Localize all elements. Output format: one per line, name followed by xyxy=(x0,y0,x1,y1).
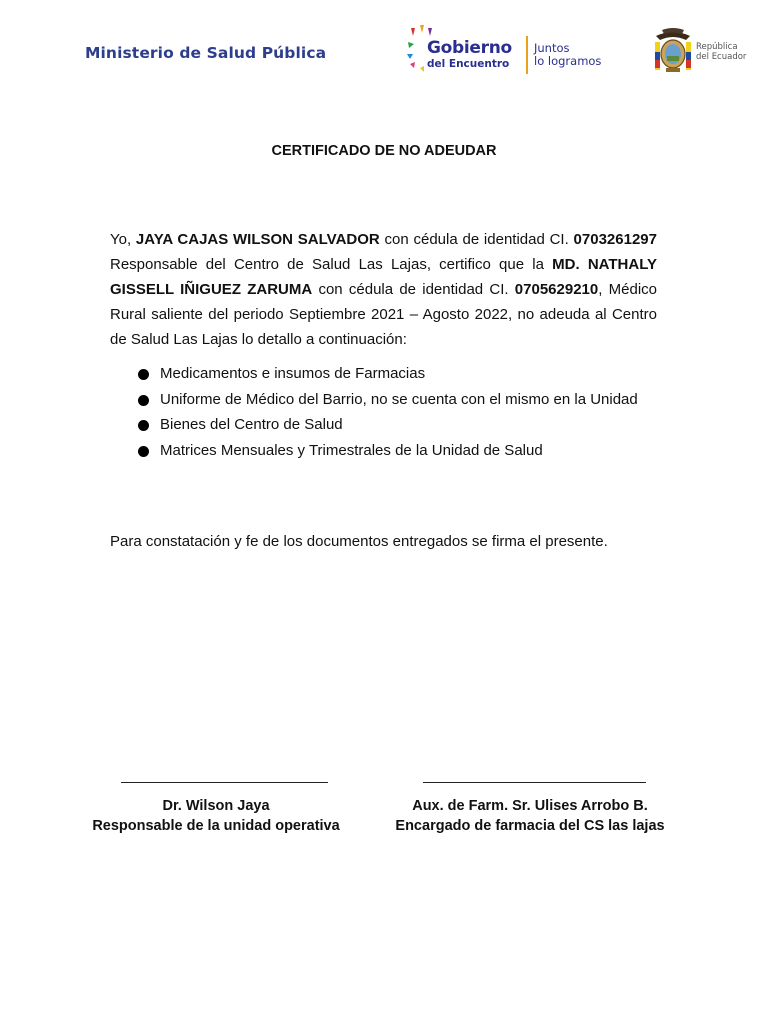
certificate-paragraph xyxy=(110,227,657,352)
para-text-5: , Médico Rural saliente del periodo Septiembre 2021 – Agosto 2022, no adeuda al Centro de Salud Las Lajas lo detallo a continuación: xyxy=(110,281,657,348)
list-item xyxy=(110,387,670,413)
bullet-icon xyxy=(138,446,149,457)
para-text-3: Responsable del Centro de Salud Las Lajas, certifico que la xyxy=(110,256,553,273)
responsible-id: 0703261297 xyxy=(573,231,657,248)
responsible-name: JAYA CAJAS WILSON SALVADOR xyxy=(135,231,380,248)
bullet-icon xyxy=(138,369,149,380)
signature-block-right xyxy=(380,796,680,836)
bullet-icon xyxy=(138,395,149,406)
gobierno-subtitle: del Encuentro xyxy=(427,58,510,70)
republica-text xyxy=(696,42,746,62)
para-text-1: Yo, xyxy=(110,231,136,248)
signature-line-left xyxy=(121,782,328,783)
signer-role: Encargado de farmacia del CS las lajas xyxy=(395,818,665,834)
signature-line-right xyxy=(423,782,646,783)
document-title: CERTIFICADO DE NO ADEUDAR xyxy=(271,143,497,159)
list-item xyxy=(110,361,670,387)
gobierno-logo xyxy=(406,22,616,74)
republica-line-1: República xyxy=(696,42,738,52)
signer-role: Responsable de la unidad operativa xyxy=(92,818,340,834)
republica-logo xyxy=(652,28,752,78)
list-item-text: Uniforme de Médico del Barrio, no se cuenta con el mismo en la Unidad xyxy=(160,390,638,408)
items-list xyxy=(110,361,670,463)
gobierno-divider xyxy=(526,36,528,74)
signature-block-left xyxy=(70,796,362,836)
signer-name: Dr. Wilson Jaya xyxy=(162,798,270,814)
list-item xyxy=(110,438,670,464)
closing-statement: Para constatación y fe de los documentos entregados se firma el presente. xyxy=(110,533,608,550)
list-item xyxy=(110,412,670,438)
list-item-text: Bienes del Centro de Salud xyxy=(160,416,343,433)
slogan-line-2: lo logramos xyxy=(534,54,602,68)
republica-line-2: del Ecuador xyxy=(696,52,747,62)
para-text-2: con cédula de identidad CI. xyxy=(379,231,574,248)
doctor-id: 0705629210 xyxy=(514,281,599,298)
para-text-4: con cédula de identidad CI. xyxy=(312,281,515,298)
slogan-line-1: Juntos xyxy=(534,41,570,55)
gobierno-slogan xyxy=(534,42,601,68)
ministry-logo-text: Ministerio de Salud Pública xyxy=(85,44,327,62)
bullet-icon xyxy=(138,420,149,431)
coat-of-arms-icon xyxy=(652,28,694,78)
gobierno-name: Gobierno xyxy=(427,38,512,58)
list-item-text: Matrices Mensuales y Trimestrales de la Unidad de Salud xyxy=(160,441,543,459)
signer-name: Aux. de Farm. Sr. Ulises Arrobo B. xyxy=(412,798,648,814)
list-item-text: Medicamentos e insumos de Farmacias xyxy=(160,365,426,382)
doctor-name: MD. NATHALY GISSELL IÑIGUEZ ZARUMA xyxy=(110,256,657,298)
